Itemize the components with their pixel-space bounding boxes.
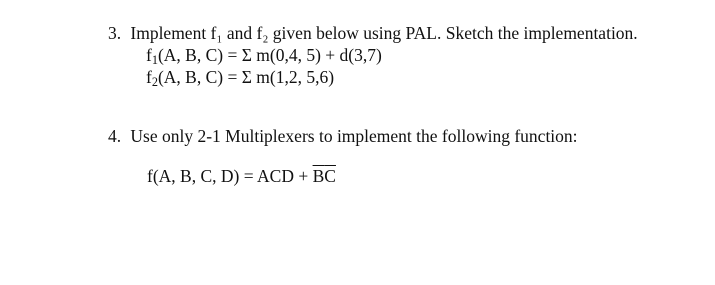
question-4-heading xyxy=(108,126,578,146)
function-f2-expression: (A, B, C) = Σ m(1,2, 5,6) xyxy=(157,67,335,87)
function-f2-name: f xyxy=(146,67,152,87)
function-f1-expression: (A, B, C) = Σ m(0,4, 5) + d(3,7) xyxy=(157,45,382,65)
function-f1-subscript: 1 xyxy=(151,53,158,68)
function-f2-subscript: 2 xyxy=(151,75,158,90)
function-f1-name: f xyxy=(146,45,152,65)
question-3-text: Implement f₁ and f₂ given below using PAL. Sketch the implementation. xyxy=(130,23,638,43)
question-3-heading xyxy=(108,23,638,43)
function-f-lhs: f(A, B, C, D) = ACD + xyxy=(147,166,313,186)
question-4-text: Use only 2-1 Multiplexers to implement the following function: xyxy=(130,126,578,146)
complemented-c: $\overline{C}$ xyxy=(324,166,336,186)
question-3-number: 3. xyxy=(108,23,122,43)
complemented-b: $\overline{B}$ xyxy=(312,166,325,186)
function-f2 xyxy=(146,67,334,92)
question-4-number: 4. xyxy=(108,126,122,146)
function-f xyxy=(147,166,336,186)
